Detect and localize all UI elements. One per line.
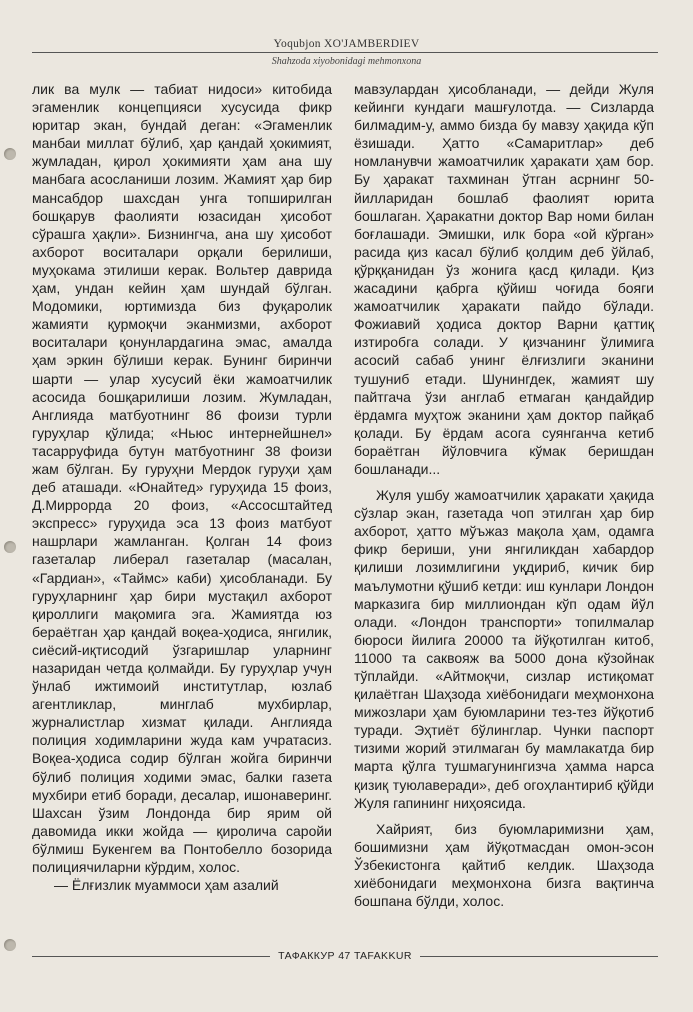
right-column bbox=[354, 80, 654, 910]
footer-rule-left bbox=[32, 956, 270, 957]
binding-hole bbox=[4, 939, 16, 951]
paragraph: Хайрият, биз буюмларимизни ҳам, бошимизни ҳам йўқотмасдан омон-эсон Ўзбекистонга қайтиб келдик. Шаҳзода хиёбонидаги меҳмонхона бизга вақтинча бошпана бўлди, холос. bbox=[354, 820, 654, 910]
running-header-author: Yoqubjon XO'JAMBERDIEV bbox=[273, 38, 420, 50]
page-footer bbox=[32, 949, 658, 963]
paragraph: лик ва мулк — табиат нидоси» китобида эгаменлик концепцияси хусусида фикр юритар экан, бундай деган: «Эгаменлик манбаи миллат бўлиб, ҳар қандай ҳокимият, жумладан, қирол ҳокимияти ҳам ана шу манбага асосланиши лозим. Жамият ҳар бир мансабдор шахсдан унга топширилган бошқарув фаолияти юзасидан ҳисобот сўрашга ҳақли». Бизнингча, ана шу ҳисобот ахборот воситалари орқали берилиши, муҳокама этилиши керак. Вольтер даврида ҳам, ундан кейин ҳам шундай бўлган. Модомики, юртимизда биз фуқаролик жамияти қурмоқчи эканмизми, ахборот воситалари қонунлардагина эмас, амалда ҳам эркин бўлиши керак. Бунинг биринчи шарти — улар хусусий ёки жамоатчилик асосида бошқарилиши лозим. Жумладан, Англияда матбуотнинг 86 фоизи турли гуруҳлар қўлида; «Ньюс интернейшнел» тасарруфида бутун матбуотнинг 38 фоизи жам бўлган. Бу гуруҳни Мердок гуруҳи ҳам деб аташади. «Юнайтед» гуруҳида 15 фоиз, Д.Миррорда 20 фоиз, «Ассосштайтед экспресс» гуруҳида эса 13 фоиз матбуот нашрлари жамланган. Қолган 14 фоиз газеталар либерал газеталар (масалан, «Гардиан», «Таймс» каби) ҳисобланади. Бу гуруҳларнинг ҳар бири мустақил ахборот қироллиги мақомига эга. Жамиятда юз бераётган ҳар қандай воқеа-ҳодиса, янгилик, сиёсий-иқтисодий ўзгаришлар уларнинг назаридан четда қолмайди. Бу гуруҳлар учун ўнлаб ижтимоий институтлар, юзлаб агентликлар, минглаб мухбирлар, журналистлар хизмат қилади. Англияда полиция ходимларини жуда кам учратасиз. Воқеа-ҳодиса содир бўлган жойга биринчи бўлиб полиция ходими эмас, балки газета мухбири етиб боради, десалар, ишонаверинг. Шахсан ўзим Лондонда бир ярим ой давомида икки жойда — қиролича саройи бўлмиш Букенгем ва Понтобелло бозорида полициячиларни кўрдим, холос. bbox=[32, 81, 332, 876]
binding-hole bbox=[4, 148, 16, 160]
paragraph: — Ёлғизлик муаммоси ҳам азалий bbox=[54, 877, 279, 894]
paragraph: мавзулардан ҳисобланади, — дейди Жуля кейинги кундаги машғулотда. — Сизларда билмадим-у, аммо бизда бу мавзу ҳақида кўп ёзишади. Ҳатто «Самаритлар» деб номланувчи жамоатчилик ҳаракати ҳам бор. Бу ҳаракат тахминан ўтган асрнинг 50-йилларидан бошлаб фаолият юрита бошлаган. Ҳаракатни доктор Вар номи билан боғлашади. Эмишки, илк бора «ой кўрган» расида қиз касал бўлиб қолдим деб ўйлаб, қўрққанидан ўз жонига қасд қилади. Қиз жасадини қабрга қўйиш чоғида бояги жамоатчилик ҳаракати пайдо бўлади. Фожиавий ҳодиса доктор Варни қаттиқ изтиробга солади. У қизчанинг ўлимига асосий сабаб унинг ёлғизлиги эканини тушуниб етади. Шунингдек, жамият шу пайтгача ўзи англаб етмаган қандайдир ёрдамга муҳтож эканини ҳам доктор пайқаб қолади. Бу ёрдам асога суянганча кетиб бораётган йўловчига кўмак беришдан бошланади... bbox=[354, 81, 654, 477]
paragraph: Жуля ушбу жамоатчилик ҳаракати ҳақида сўзлар экан, газетада чоп этилган ҳар бир ахборот, ҳатто мўъжаз мақола ҳам, одамга фикр бериши, уни янгиликдан хабардор қилиши лозимлигини уқдириб, кичик бир маълумотни қўшиб кетди: иш кунлари Лондон марказига бир миллиондан кўп одам йўл олади. «Лондон транспорти» топилмалар бюроси йилига 20000 та йўқотилган китоб, 11000 та саквояж ва 5000 дона кўзойнак тўплайди. «Айтмоқчи, сизлар истиқомат қилаётган Шаҳзода хиёбонидаги меҳмонхона мижозлари ҳам буюмларини тез-тез йўқотиб туради. Эҳтиёт бўлинглар. Чунки паспорт тизими жорий этилмаган бу мамлакатда бир марта қўлга тушмагунингизча ҳамма нарса қизиқ туюлаверади», деб огоҳлантириб қўйди Жуля гапининг ниҳоясида. bbox=[354, 487, 654, 811]
footer-page-label: ТАФАККУР 47 TAFAKKUR bbox=[278, 950, 412, 962]
binding-hole bbox=[4, 541, 16, 553]
running-header-subtitle: Shahzoda xiyobonidagi mehmonxona bbox=[271, 56, 422, 67]
left-column bbox=[32, 80, 332, 894]
header-divider bbox=[32, 52, 658, 53]
footer-rule-right bbox=[420, 956, 658, 957]
